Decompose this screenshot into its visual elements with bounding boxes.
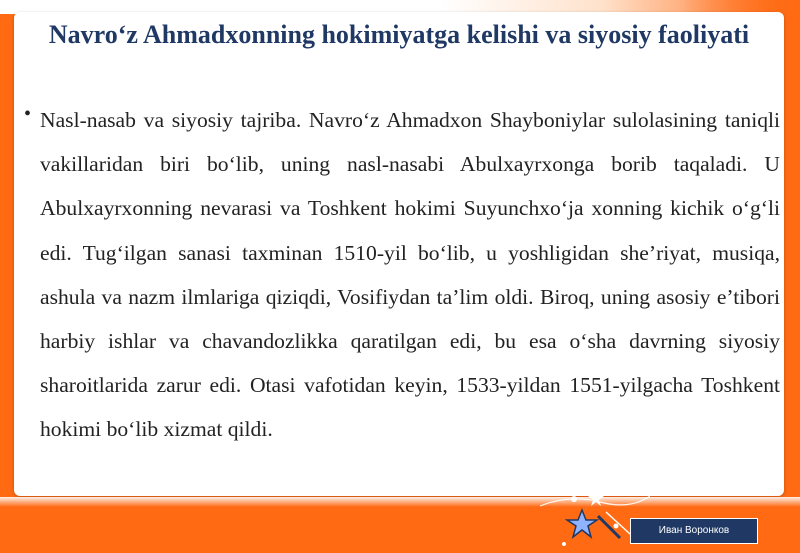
star-large-icon xyxy=(567,510,597,537)
footer-wave-line xyxy=(0,497,800,507)
star-small-icon xyxy=(588,490,604,506)
author-badge: Иван Воронков xyxy=(630,518,758,544)
bullet-item xyxy=(24,98,780,452)
slide-content-panel xyxy=(14,12,784,496)
sparkle-dot-icon xyxy=(571,496,577,502)
bullet-dot: • xyxy=(24,103,32,125)
bullet-text: Nasl-nasab va siyosiy tajriba. Navro‘z Ahmadxon Shayboniylar sulolasining taniqli vakillaridan biri bo‘lib, uning nasl-nasabi Abulxayrxonga borib taqaladi. U Abulxayrxonning nevarasi va Toshkent hokimi Suyunchxo‘ja xonning kichik o‘g‘li edi. Tug‘ilgan sanasi taxminan 1510-yil bo‘lib, u yoshligidan she’riyat, musiqa, ashula va nazm ilmlariga qiziqdi, Vosifiydan ta’lim oldi. Biroq, uning asosiy e’tibori harbiy ishlar va chavandozlikka qaratilgan edi, bu esa o‘sha davrning siyosiy sharoitlarida zarur edi. Otasi vafotidan keyin, 1533-yildan 1551-yilgacha Toshkent hokimi bo‘lib xizmat qildi. xyxy=(40,108,780,442)
slide-title: Navro‘z Ahmadxonning hokimiyatga kelishi va siyosiy faoliyati xyxy=(48,20,750,49)
